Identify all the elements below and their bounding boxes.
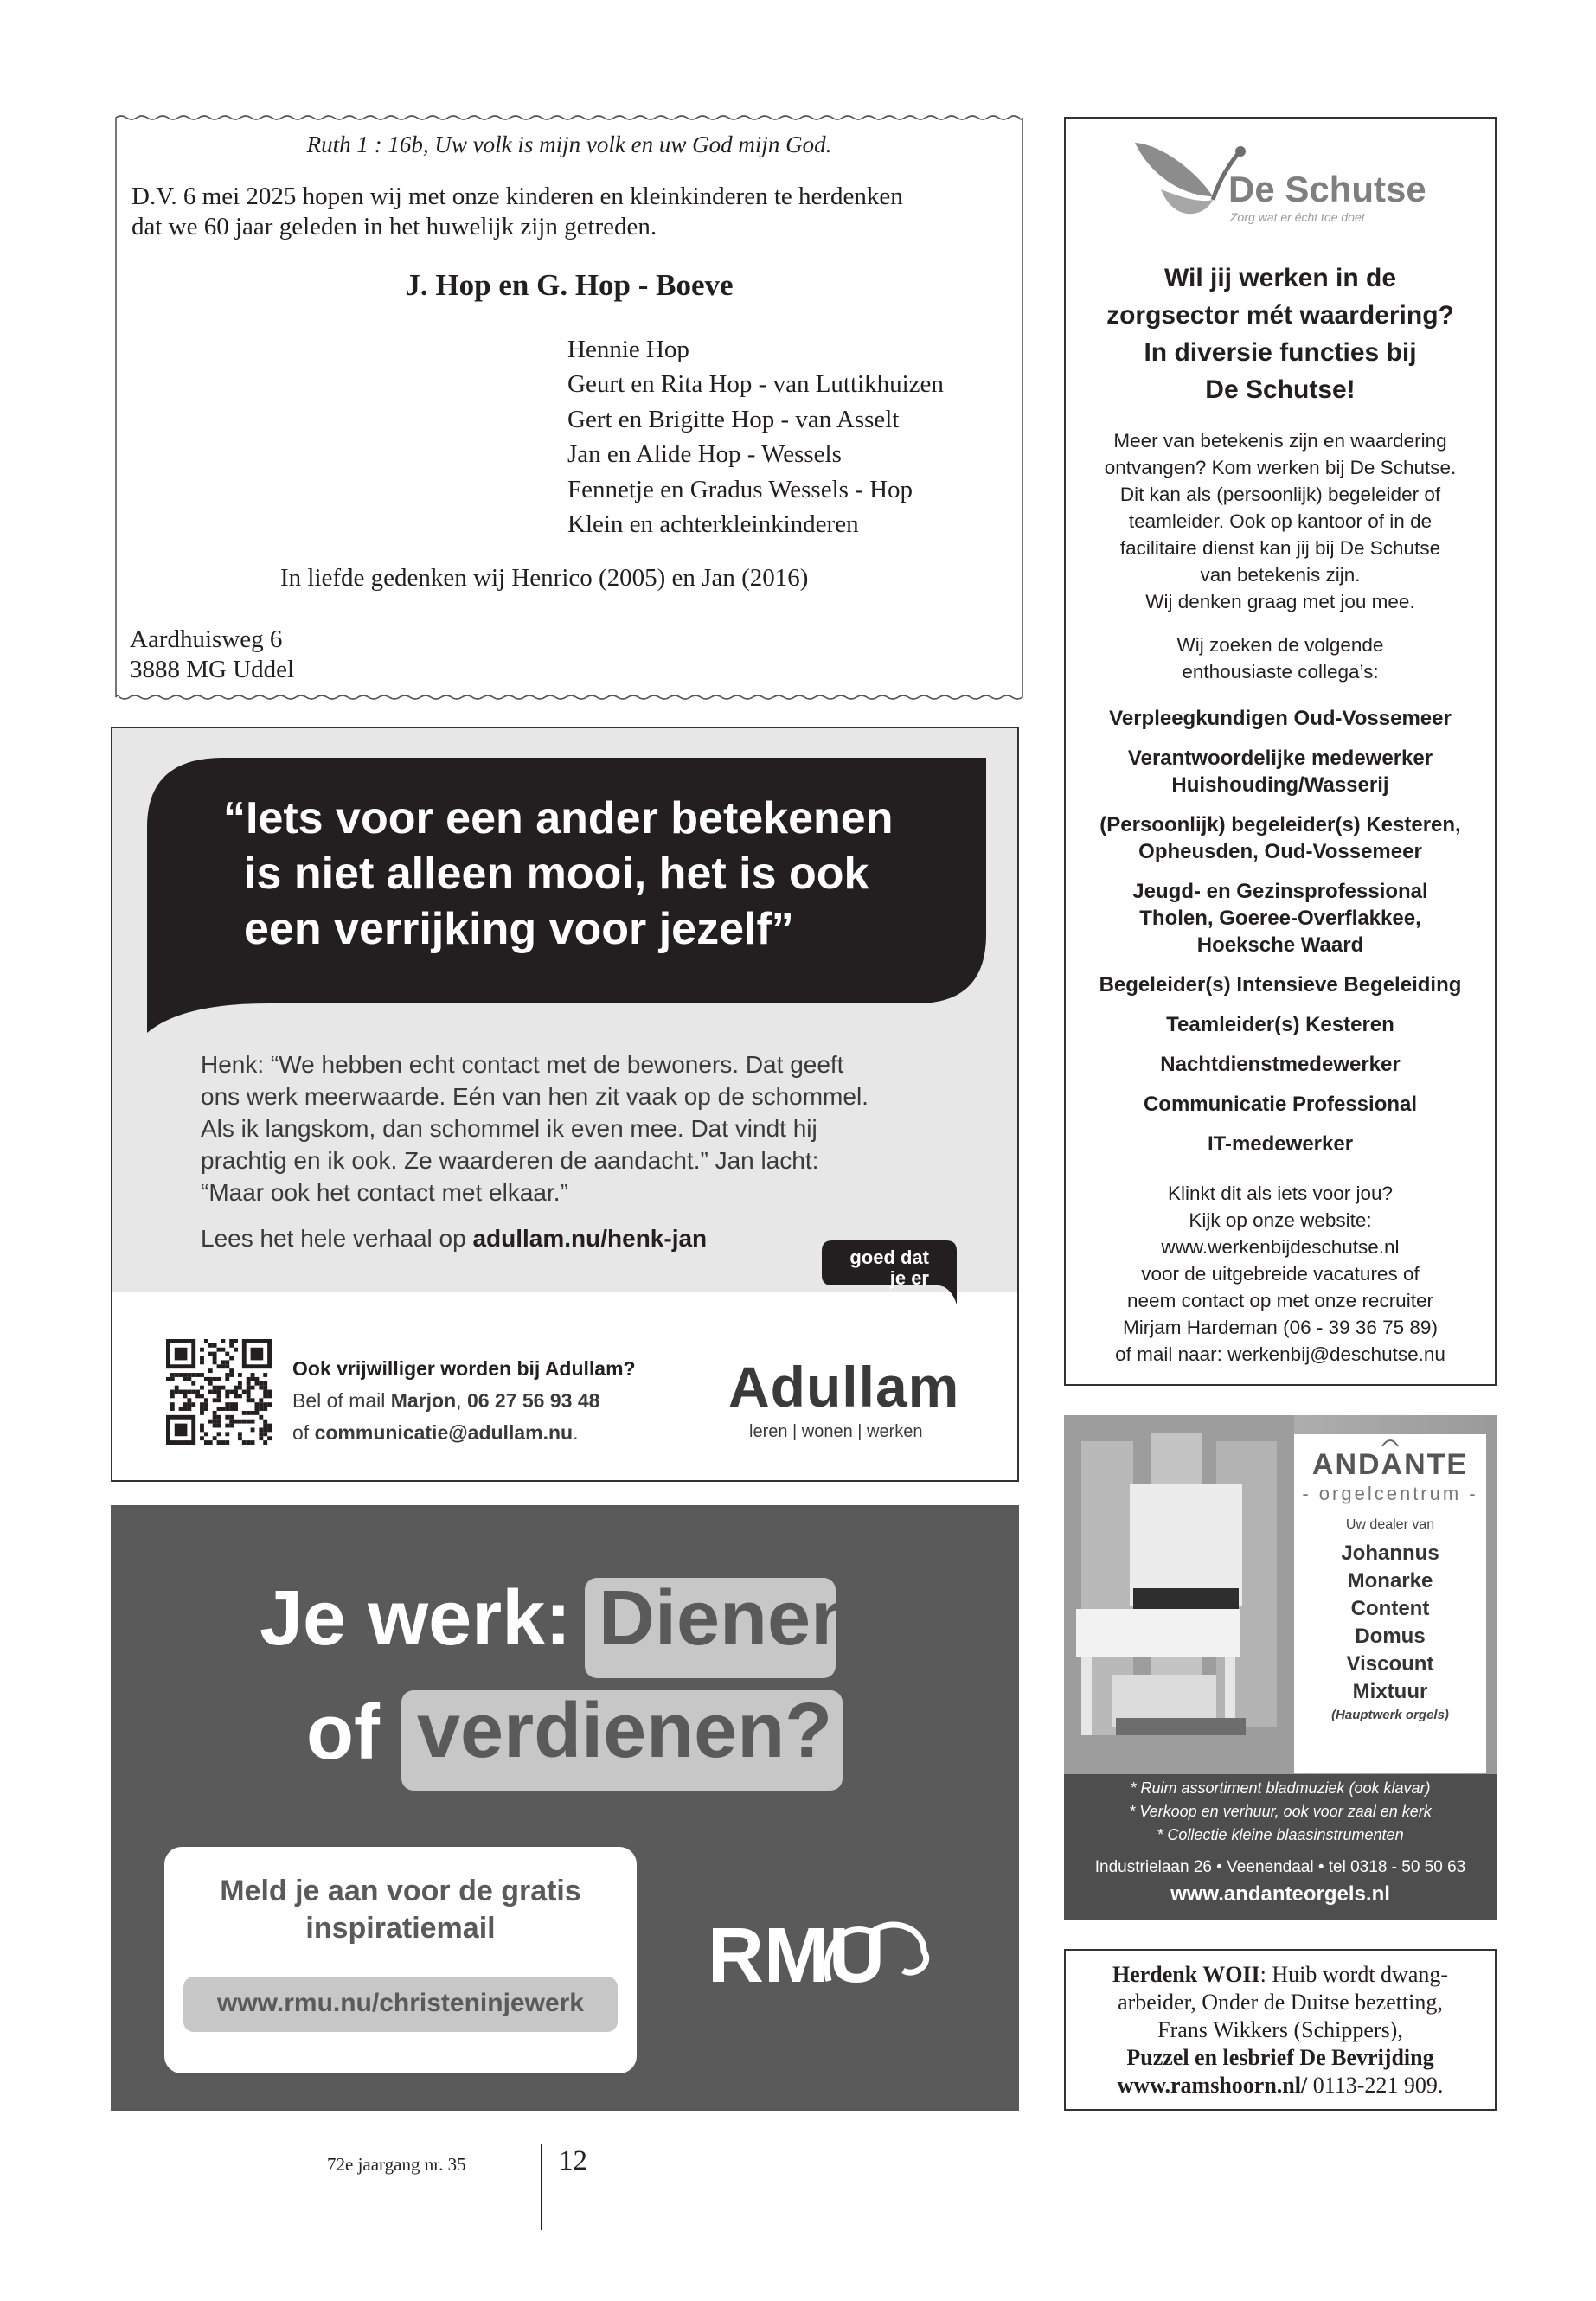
andante-features: * Ruim assortiment bladmuziek (ook klavar) * Verkoop en verhuur, ook voor zaal en kerk * Collectie kleine blaasinstrumenten [1129, 1779, 1432, 1843]
andante-note: (Hauptwerk orgels) [1331, 1708, 1449, 1722]
rmu-logo: RMU [708, 1913, 885, 1999]
issue-label: 72e jaargang nr. 35 [327, 2154, 466, 2175]
adullam-story-link[interactable]: Lees het hele verhaal op adullam.nu/henk-jan [201, 1225, 708, 1252]
rmu-headline-prefix: Je werk: [260, 1575, 572, 1662]
rmu-url[interactable]: www.rmu.nu/christeninjewerk [217, 1989, 584, 2017]
job-item: Verpleegkundigen Oud-Vossemeer [1109, 707, 1452, 730]
adullam-contact: Ook vrijwilliger worden bij Adullam? Bel of mail Marjon, 06 27 56 93 48 of communicatie@adullam.nu. [292, 1357, 636, 1444]
adullam-logo-sub: leren | wonen | werken [749, 1422, 923, 1441]
schutse-jobs-intro: Wij zoeken de volgende enthousiaste collega’s: [1176, 634, 1384, 683]
job-item: IT-medewerker [1207, 1132, 1354, 1156]
schutse-tagline: Zorg wat er écht toe doet [1230, 210, 1365, 224]
job-item: Verantwoordelijke medewerker Huishouding/Wasserij [1127, 747, 1433, 797]
family-list [567, 332, 944, 542]
ramshoorn-website-link[interactable]: www.ramshoorn.nl/ [1117, 2073, 1308, 2098]
family-member: Geurt en Rita Hop - van Luttikhuizen [567, 370, 944, 399]
schutse-contact: Klinkt dit als iets voor jou? Kijk op onze website: www.werkenbijdeschutse.nl voor de uitgebreide vacatures of neem contact op met onze recruiter Mirjam Hardeman (06 - 39 36 75 89) of mail naar: werkenbij@deschutse.nu [1074, 1180, 1486, 1368]
schutse-brand: De Schutse [1228, 169, 1426, 209]
job-item: Teamleider(s) Kesteren [1166, 1013, 1394, 1036]
rmu-headline-word: Dienen [599, 1575, 859, 1662]
rmu-headline-prefix-2: of [306, 1689, 380, 1776]
andante-title: ANDANTE [1311, 1448, 1469, 1481]
rmu-logo-swirl-icon [820, 1920, 941, 1990]
page-number: 12 [559, 2145, 587, 2176]
couple-names: J. Hop en G. Hop - Boeve [405, 268, 734, 302]
adullam-quote: “Iets voor een ander betekenen is niet alleen mooi, het is ook een verrijking voor jezelf” [223, 793, 894, 954]
job-item: (Persoonlijk) begeleider(s) Kesteren, Opheusden, Oud-Vossemeer [1099, 813, 1461, 863]
andante-subtitle: - orgelcentrum - [1302, 1483, 1478, 1504]
wedding-announcement [111, 112, 1028, 702]
job-item: Jeugd- en Gezinsprofessional Tholen, Goeree-Overflakkee, Hoeksche Waard [1132, 880, 1428, 957]
andante-dealer-label: Uw dealer van [1345, 1517, 1435, 1532]
bible-verse: Ruth 1 : 16b, Uw volk is mijn volk en uw God mijn God. [306, 131, 832, 157]
badge-text: goed dat je er bent [849, 1247, 929, 1310]
adullam-logo: Adullam [728, 1355, 960, 1419]
rmu-ad [111, 1505, 1019, 2111]
adullam-email[interactable]: communicatie@adullam.nu [314, 1421, 574, 1444]
adullam-ad [111, 727, 1019, 1482]
family-member: Gert en Brigitte Hop - van Asselt [567, 405, 900, 433]
adullam-story: Henk: “We hebben echt contact met de bewoners. Dat geeft ons werk meerwaarde. Eén van hen zit vaak op de schommel. Als ik langskom, dan schommel ik even mee. Dat vindt hij prachtig en ik ook. Ze waarderen de aandacht.” Jan lacht: “Maar ook het contact met elkaar.” [201, 1051, 869, 1206]
schutse-body: Meer van betekenis zijn en waardering ontvangen? Kom werken bij De Schutse. Dit kan als (persoonlijk) begeleider of teamleider. Ook op kantoor of in de facilitaire dienst kan jij bij De Schutse van betekenis zijn. Wij denken graag met jou mee. [1104, 430, 1457, 612]
rmu-headline-word-2: verdienen? [417, 1688, 833, 1774]
address: Aardhuisweg 6 3888 MG Uddel [130, 625, 295, 683]
family-member: Klein en achterkleinkinderen [567, 510, 859, 539]
schutse-job-list [1071, 705, 1490, 1170]
schutse-website-link[interactable]: www.werkenbijdeschutse.nl [1161, 1236, 1400, 1258]
job-item: Nachtdienstmedewerker [1160, 1053, 1401, 1076]
andante-website-link[interactable]: www.andanteorgels.nl [1170, 1882, 1390, 1906]
family-member: Jan en Alide Hop - Wessels [567, 440, 842, 469]
arch-logo-icon [1381, 1436, 1400, 1448]
schutse-headline: Wil jij werken in de zorgsector mét waardering? In diversie functies bij De Schutse! [1106, 264, 1454, 404]
adullam-phone[interactable]: 06 27 56 93 48 [466, 1389, 600, 1412]
rmu-signup-card[interactable] [164, 1847, 637, 2073]
memorial-line: In liefde gedenken wij Henrico (2005) en Jan (2016) [280, 564, 809, 592]
andante-address: Industrielaan 26 • Veenendaal • tel 0318 - 50 50 63 [1094, 1858, 1466, 1876]
announcement-intro: D.V. 6 mei 2025 hopen wij met onze kinderen en kleinkinderen te herdenken dat we 60 jaar geleden in het huwelijk zijn getreden. [131, 183, 903, 240]
schutse-email-link[interactable]: of mail naar: werkenbij@deschutse.nu [1115, 1343, 1445, 1365]
andante-brand-list: Johannus Monarke Content Domus Viscount Mixtuur [1341, 1541, 1439, 1703]
qr-code-icon[interactable] [166, 1339, 272, 1445]
rmu-signup-text: Meld je aan voor de gratis inspiratiemail [220, 1875, 581, 1945]
andante-ad [1064, 1415, 1497, 1920]
footer-divider [541, 2144, 542, 2230]
job-item: Begeleider(s) Intensieve Begeleiding [1099, 973, 1462, 997]
ramshoorn-ad: Herdenk WOII: Huib wordt dwang- arbeider, Onder de Duitse bezetting, Frans Wikkers (Schippers), Puzzel en lesbrief De Bevrijding www.ramshoorn.nl/ 0113-221 909. [1064, 1949, 1497, 2111]
organ-icon [1064, 1415, 1294, 1774]
de-schutse-ad [1064, 117, 1497, 1386]
family-member: Hennie Hop [567, 336, 689, 363]
job-item: Communicatie Professional [1143, 1093, 1418, 1116]
family-member: Fennetje en Gradus Wessels - Hop [567, 475, 913, 503]
